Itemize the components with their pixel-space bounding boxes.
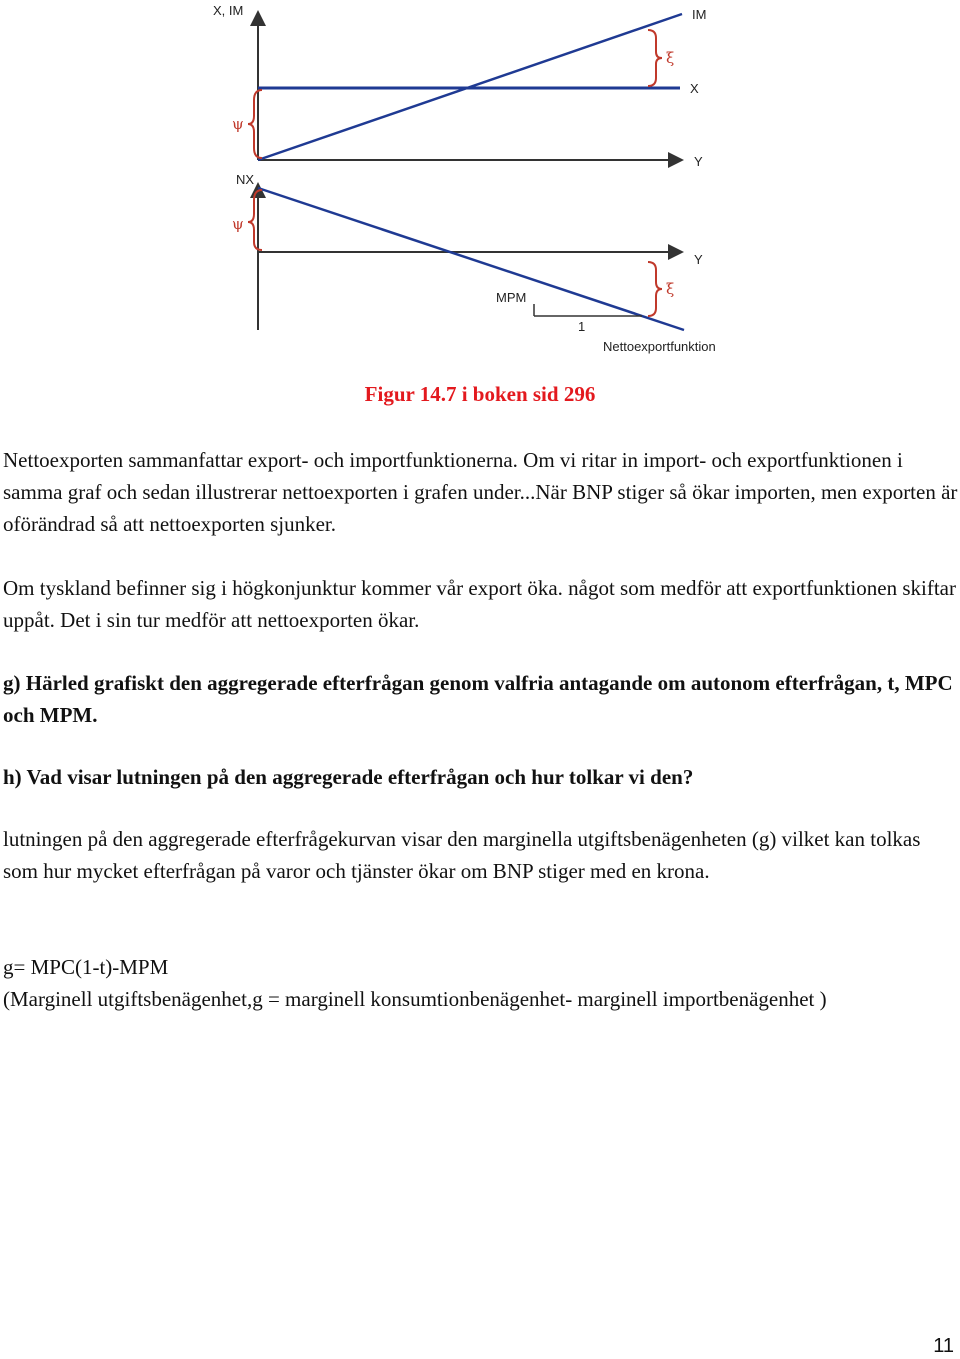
xi-brace-top <box>648 30 662 86</box>
top-axis-label: X, IM <box>213 3 244 18</box>
formula-explanation: (Marginell utgiftsbenägenhet,g = marginell konsumtionbenägenhet- marginell importbenägenhet ) <box>3 987 827 1011</box>
im-label: IM <box>692 7 707 22</box>
y-label-bottom: Y <box>694 252 703 267</box>
question-g: g) Härled grafiskt den aggregerade efterfrågan genom valfria antagande om autonom efterfrågan, t, MPC och MPM. <box>3 671 953 727</box>
xi-brace-bottom <box>648 262 662 316</box>
mpm-label: MPM <box>496 290 527 305</box>
paragraph-germany: Om tyskland befinner sig i högkonjunktur kommer vår export öka. något som medför att exportfunktionen skiftar uppåt. Det i sin tur medför att nettoexporten ökar. <box>3 576 956 632</box>
figure-caption: Figur 14.7 i boken sid 296 <box>364 382 596 406</box>
psi-brace-bottom <box>248 190 262 250</box>
answer-paragraph: lutningen på den aggregerade efterfrågekurvan visar den marginella utgiftsbenägenheten (g) vilket kan tolkas som hur mycket efterfrågan på varor och tjänster ökar om BNP stiger med en krona. <box>3 827 921 883</box>
psi-brace-top <box>248 90 262 158</box>
paragraph-intro: Nettoexporten sammanfattar export- och importfunktionerna. Om vi ritar in import- och exportfunktionen i samma graf och sedan illustrerar nettoexporten i grafen under...När BNP stiger så ökar importen, men exporten är oförändrad så att nettoexporten sjunker. <box>3 448 958 536</box>
xi-top: ξ <box>666 49 675 67</box>
psi-bottom: ψ <box>232 215 244 233</box>
question-h: h) Vad visar lutningen på den aggregerade efterfrågan och hur tolkar vi den? <box>3 765 694 789</box>
one-label: 1 <box>578 319 586 334</box>
xi-bottom: ξ <box>666 280 675 298</box>
net-export-line <box>258 188 684 330</box>
x-label: X <box>690 81 699 96</box>
net-export-figure <box>0 0 960 370</box>
function-label: Nettoexportfunktion <box>603 339 716 354</box>
formula: g= MPC(1-t)-MPM <box>3 955 169 979</box>
bottom-axis-label: NX <box>236 172 255 187</box>
page-number: 11 <box>933 1335 954 1357</box>
psi-top: ψ <box>232 115 244 133</box>
y-label-top: Y <box>694 154 703 169</box>
